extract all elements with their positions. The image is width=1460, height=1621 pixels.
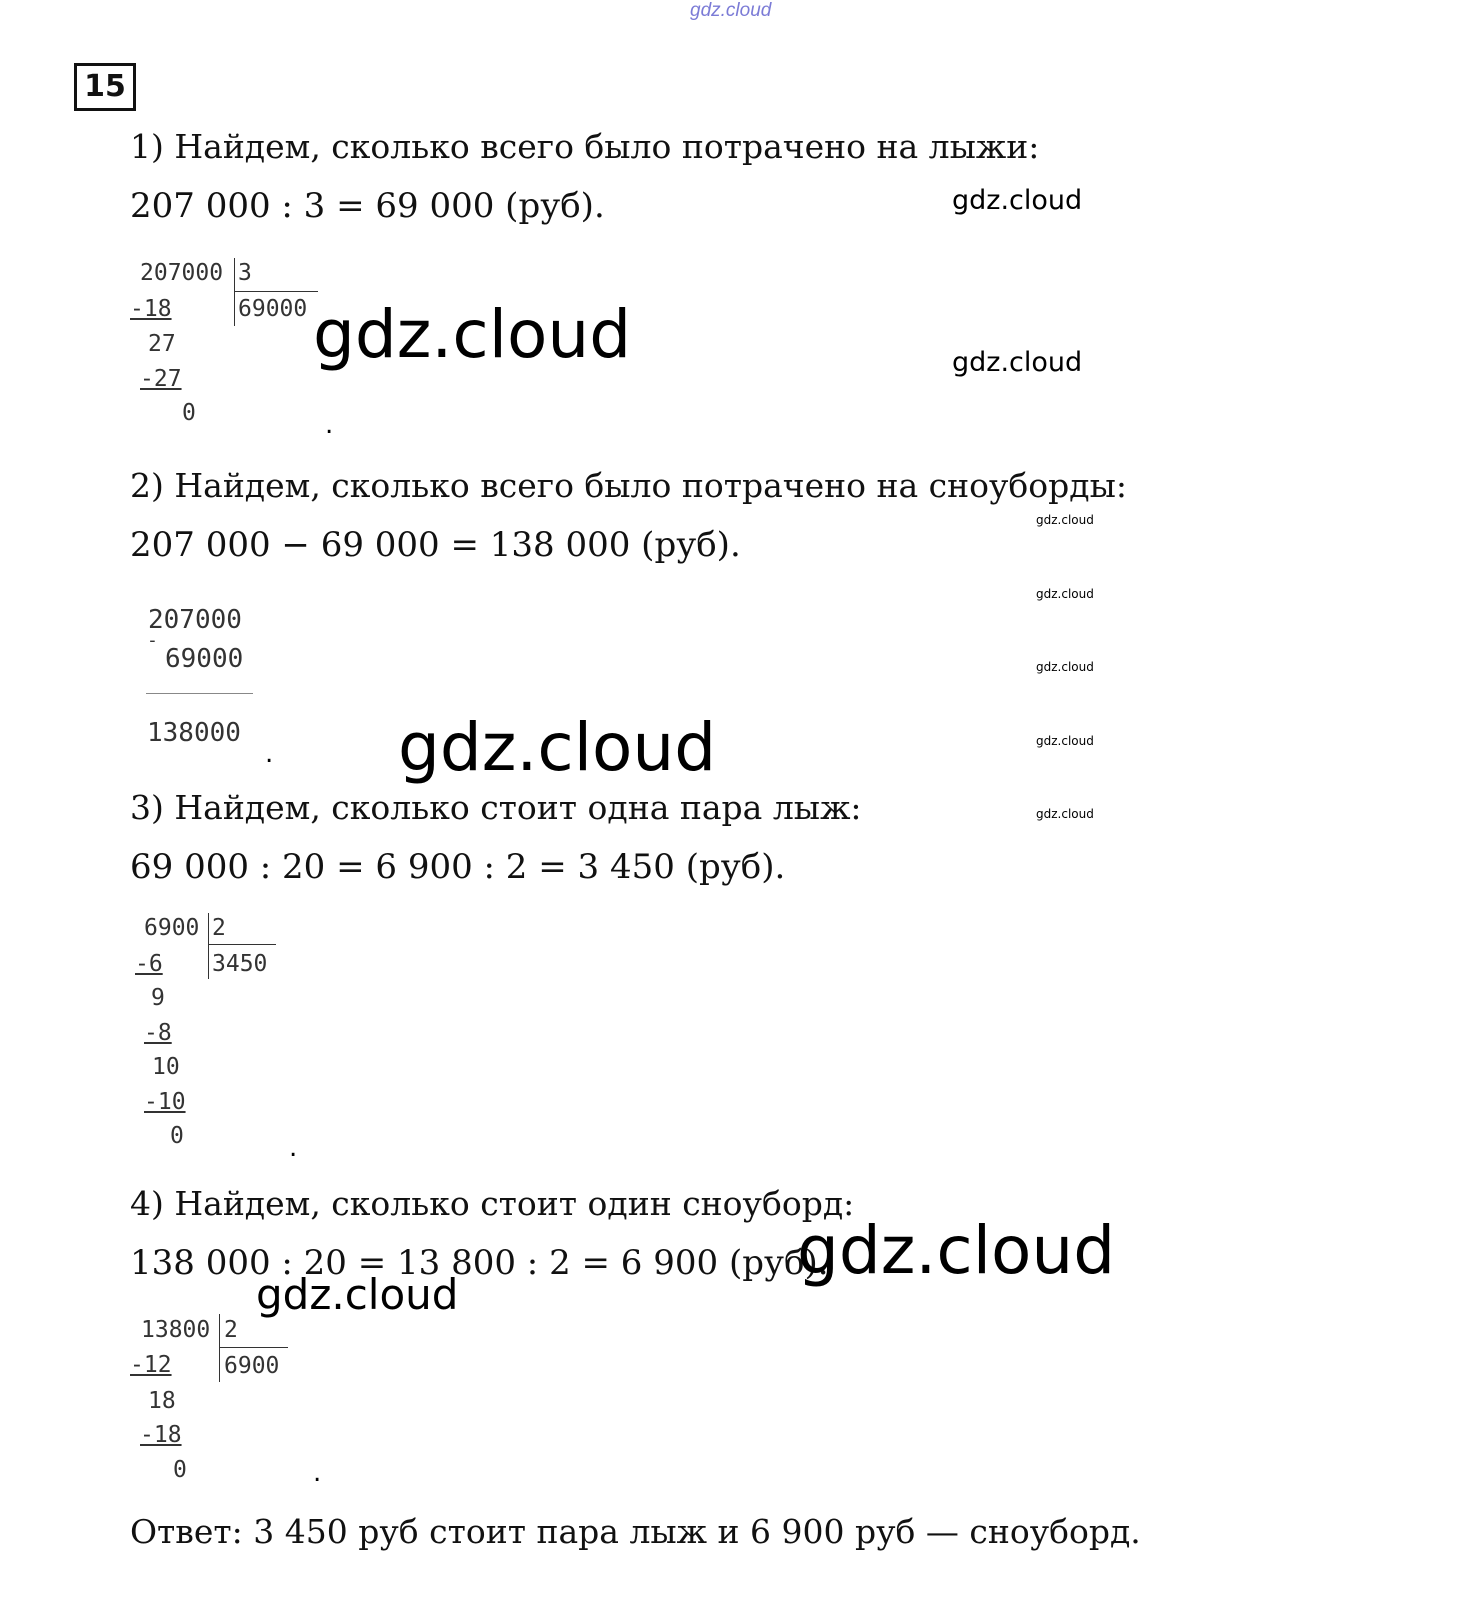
step-2-equation: 207 000 − 69 000 = 138 000 (руб).: [130, 525, 741, 565]
step-4-equation: 138 000 : 20 = 13 800 : 2 = 6 900 (руб).: [130, 1243, 829, 1283]
calc-line: 10: [152, 1054, 180, 1080]
watermark: gdz.cloud: [398, 709, 717, 786]
step-3-text: 3) Найдем, сколько стоит одна пара лыж:: [130, 788, 862, 827]
calc-line: -12: [130, 1352, 172, 1378]
calc-line: 18: [148, 1388, 176, 1414]
watermark: gdz.cloud: [1036, 513, 1094, 527]
dividend: 207000: [140, 260, 224, 286]
calc-line: 0: [182, 400, 196, 426]
watermark: gdz.cloud: [1036, 807, 1094, 821]
quotient: 69000: [238, 296, 308, 322]
division-bar-horizontal: [219, 1347, 288, 1348]
watermark-top: gdz.cloud: [690, 0, 772, 21]
division-bar-vertical: [208, 913, 209, 979]
quotient: 6900: [224, 1353, 280, 1379]
minuend: 207000: [148, 605, 242, 635]
watermark: gdz.cloud: [797, 1212, 1116, 1289]
calc-line: 0: [173, 1457, 187, 1483]
step-2-text: 2) Найдем, сколько всего было потрачено на сноуборды:: [130, 466, 1127, 505]
minus-sign: -: [147, 630, 158, 651]
calc-line: -8: [144, 1020, 172, 1046]
watermark: gdz.cloud: [952, 347, 1083, 378]
step-4-text: 4) Найдем, сколько стоит один сноуборд:: [130, 1184, 855, 1223]
calc-line: -18: [140, 1422, 182, 1448]
division-bar-horizontal: [208, 944, 276, 945]
dividend: 13800: [141, 1317, 211, 1343]
calc-line: 0: [170, 1123, 184, 1149]
task-number: 15: [74, 63, 136, 111]
quotient: 3450: [212, 951, 268, 977]
calc-line: -10: [144, 1089, 186, 1115]
division-bar-vertical: [219, 1314, 220, 1382]
division-bar-horizontal: [234, 291, 318, 292]
step-3-equation: 69 000 : 20 = 6 900 : 2 = 3 450 (руб).: [130, 847, 786, 887]
answer-text: Ответ: 3 450 руб стоит пара лыж и 6 900 руб — сноуборд.: [130, 1512, 1141, 1551]
divisor: 3: [238, 260, 252, 286]
calc-line: -6: [135, 951, 163, 977]
watermark: gdz.cloud: [313, 296, 632, 373]
calc-line: -18: [130, 296, 172, 322]
divisor: 2: [224, 1317, 238, 1343]
dot-mark: .: [265, 739, 274, 769]
result: 138000: [147, 718, 241, 748]
subtrahend: 69000: [165, 644, 244, 674]
dividend: 6900: [144, 915, 200, 941]
dot-mark: .: [289, 1133, 298, 1163]
watermark: gdz.cloud: [1036, 587, 1094, 601]
calc-line: -27: [140, 366, 182, 392]
calc-line: 27: [148, 331, 176, 357]
watermark: gdz.cloud: [1036, 734, 1094, 748]
step-1-equation: 207 000 : 3 = 69 000 (руб).: [130, 186, 605, 226]
watermark: gdz.cloud: [256, 1270, 459, 1319]
watermark: gdz.cloud: [1036, 660, 1094, 674]
divisor: 2: [212, 915, 226, 941]
subtraction-bar: [146, 693, 253, 694]
dot-mark: .: [325, 410, 334, 440]
dot-mark: .: [313, 1458, 322, 1488]
watermark: gdz.cloud: [952, 185, 1083, 216]
step-1-text: 1) Найдем, сколько всего было потрачено на лыжи:: [130, 127, 1040, 166]
division-bar-vertical: [234, 258, 235, 326]
calc-line: 9: [151, 985, 165, 1011]
